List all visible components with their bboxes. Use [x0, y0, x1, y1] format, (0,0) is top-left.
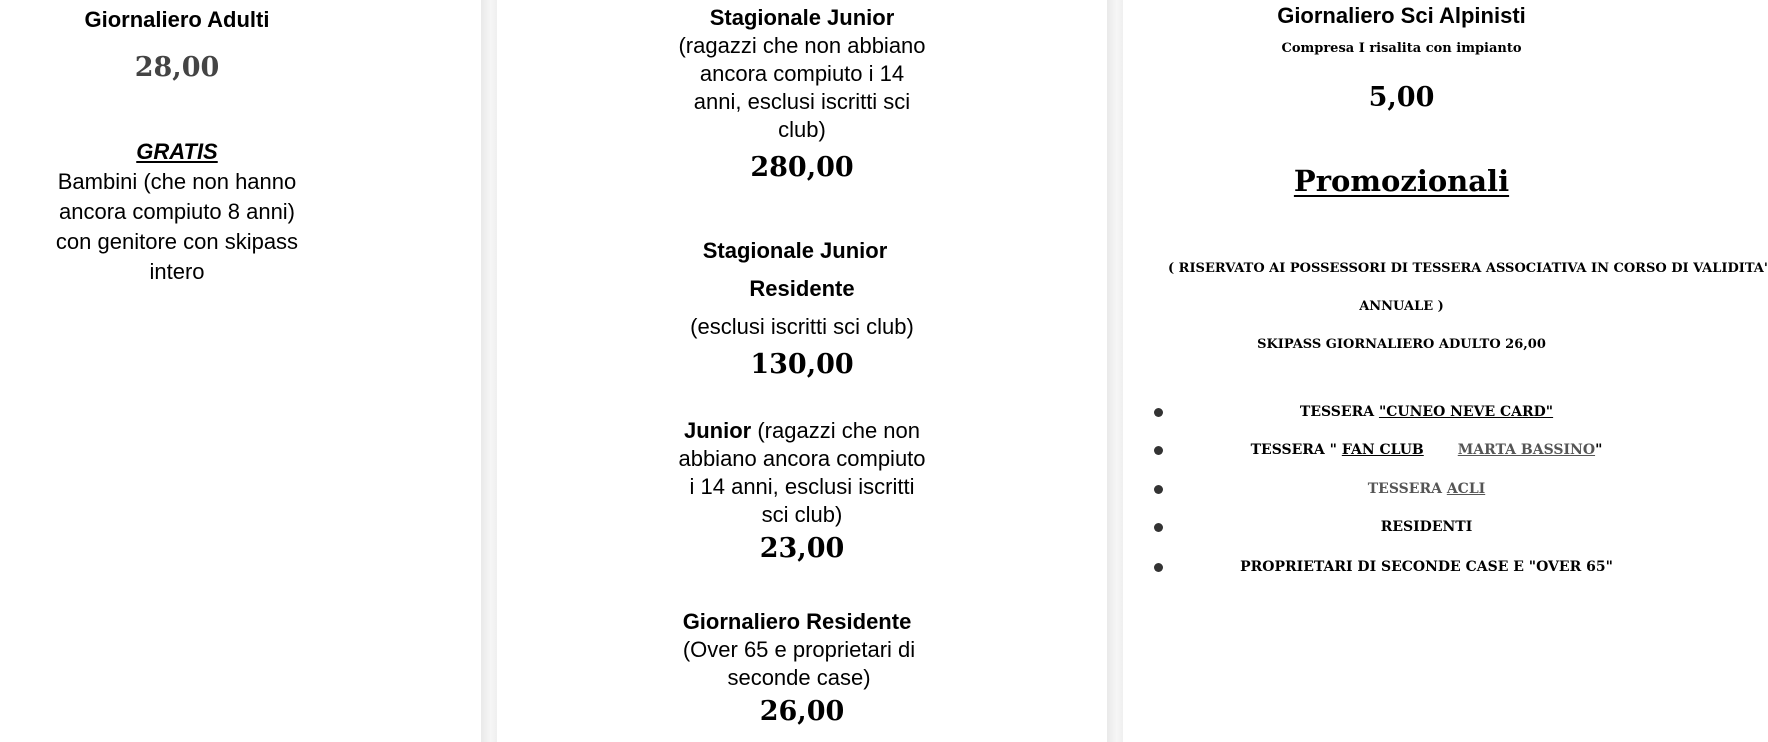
fan-club-link[interactable]: FAN CLUB — [1341, 442, 1424, 458]
bullet-icon — [1154, 446, 1163, 455]
gratis-title: GRATIS — [136, 139, 218, 164]
stagionale-junior-line: anni, esclusi iscritti sci — [693, 89, 911, 114]
giornaliero-residente-line: (Over 65 e proprietari di — [682, 637, 916, 662]
adulti-price: 28,00 — [134, 52, 220, 83]
stagionale-junior-residente-price: 130,00 — [750, 349, 854, 380]
sci-alpinisti-note: Compresa I risalita con impianto — [1281, 41, 1522, 56]
gratis-line-2: ancora compiuto 8 anni) — [58, 199, 296, 224]
giornaliero-junior-title: Junior — [684, 418, 752, 443]
gratis-line-1: Bambini (che non hanno — [57, 169, 297, 194]
promo-list-item — [1123, 516, 1680, 542]
giornaliero-junior-line: abbiano ancora compiuto — [678, 446, 926, 471]
bullet-icon — [1154, 408, 1163, 417]
bullet-icon — [1154, 563, 1163, 572]
giornaliero-residente-title: Giornaliero Residente — [682, 609, 912, 634]
stagionale-junior-residente-note: (esclusi iscritti sci club) — [690, 314, 914, 339]
marta-bassino-link[interactable]: MARTA BASSINO — [1457, 442, 1596, 458]
stagionale-junior-line: ancora compiuto i 14 — [699, 61, 905, 86]
promo-list-item: TESSERA "CUNEO NEVE CARD" — [1123, 401, 1680, 427]
bullet-icon — [1154, 485, 1163, 494]
giornaliero-junior-line: i 14 anni, esclusi iscritti — [689, 474, 915, 499]
promo-note-line: ANNUALE ) — [1359, 299, 1444, 314]
column-separator — [481, 0, 497, 742]
stagionale-junior-price: 280,00 — [750, 152, 854, 183]
stagionale-junior-line: (ragazzi che non abbiano — [678, 33, 926, 58]
proprietari-label: PROPRIETARI DI SECONDE CASE E "OVER 65" — [1240, 559, 1613, 575]
promo-skipass-price: SKIPASS GIORNALIERO ADULTO 26,00 — [1257, 337, 1546, 352]
column-separator — [1107, 0, 1123, 742]
stagionale-junior-title: Stagionale Junior — [709, 5, 895, 30]
stagionale-junior-line: club) — [778, 117, 826, 142]
acli-link[interactable]: ACLI — [1446, 481, 1486, 497]
giornaliero-junior-line: sci club) — [761, 502, 843, 527]
adulti-title: Giornaliero Adulti — [84, 7, 270, 32]
sci-alpinisti-price: 5,00 — [1368, 82, 1435, 113]
giornaliero-junior-line: Junior (ragazzi che non — [684, 418, 920, 443]
pricing-column-1 — [0, 0, 480, 742]
stagionale-junior-residente-title: Residente — [749, 276, 855, 301]
stagionale-junior-residente-title: Stagionale Junior — [702, 238, 888, 263]
promo-list-item: TESSERA " FAN CLUB MARTA BASSINO" — [1123, 439, 1680, 465]
cuneo-neve-card-link[interactable]: "CUNEO NEVE CARD" — [1378, 404, 1554, 420]
bullet-icon — [1154, 523, 1163, 532]
sci-alpinisti-title: Giornaliero Sci Alpinisti — [1277, 3, 1526, 28]
giornaliero-residente-line: seconde case) — [727, 665, 871, 690]
giornaliero-residente-price: 26,00 — [759, 696, 845, 727]
promo-note-line: ( RISERVATO AI POSSESSORI DI TESSERA ASSOCIATIVA IN CORSO DI VALIDITA' — [1168, 261, 1768, 276]
residenti-label: RESIDENTI — [1380, 519, 1473, 535]
promo-list-item: TESSERA ACLI — [1123, 478, 1680, 504]
promo-list-item — [1123, 556, 1680, 582]
promozionali-title: Promozionali — [1293, 164, 1510, 198]
gratis-line-4: intero — [149, 259, 205, 284]
pricing-column-2 — [497, 0, 1107, 742]
gratis-line-3: con genitore con skipass — [55, 229, 299, 254]
giornaliero-junior-price: 23,00 — [759, 533, 845, 564]
pricing-column-3 — [1123, 0, 1768, 742]
